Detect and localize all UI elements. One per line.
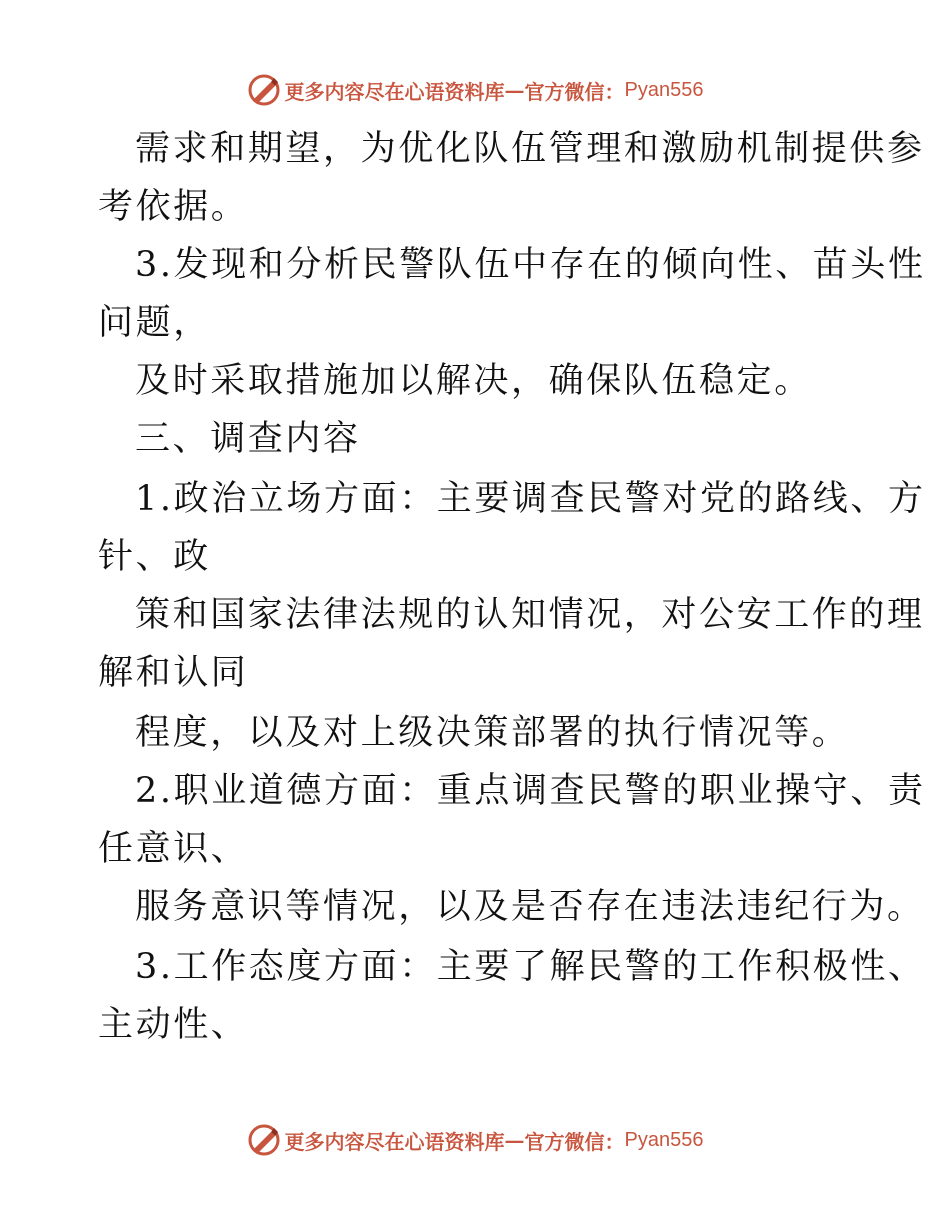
text-line: 问题， xyxy=(98,303,211,343)
pen-logo-icon xyxy=(247,1123,281,1157)
text-line: 及时采取措施加以解决，确保队伍稳定。 xyxy=(135,361,812,401)
text-line: 主动性、 xyxy=(98,1005,249,1045)
banner-official-label: 官方微信： xyxy=(524,1129,625,1154)
banner-official-label: 官方微信： xyxy=(524,79,625,104)
banner-dash: — xyxy=(504,78,525,102)
text-line: 服务意识等情况，以及是否存在违法违纪行为。 xyxy=(135,887,925,927)
text-line: 3.工作态度方面：主要了解民警的工作积极性、 xyxy=(135,947,926,987)
text-line: 策和国家法律法规的认知情况，对公安工作的理 xyxy=(135,595,925,635)
banner-account: Pyan556 xyxy=(624,1128,704,1151)
banner-account: Pyan556 xyxy=(624,78,704,101)
header-banner xyxy=(0,70,950,110)
text-line: 解和认同 xyxy=(98,653,249,693)
pen-logo-icon xyxy=(247,73,281,107)
text-line: 1.政治立场方面：主要调查民警对党的路线、方 xyxy=(135,479,926,519)
banner-dash: — xyxy=(504,1128,525,1152)
text-line: 2.职业道德方面：重点调查民警的职业操守、责 xyxy=(135,771,926,811)
text-line: 任意识、 xyxy=(98,829,249,869)
banner-title: 更多内容尽在心语资料库 xyxy=(284,1129,505,1154)
text-line: 程度，以及对上级决策部署的执行情况等。 xyxy=(135,713,850,753)
banner-title: 更多内容尽在心语资料库 xyxy=(284,79,505,104)
section-heading: 三、调查内容 xyxy=(135,419,361,459)
text-line: 考依据。 xyxy=(98,187,249,227)
footer-banner xyxy=(0,1120,950,1160)
text-line: 3.发现和分析民警队伍中存在的倾向性、苗头性 xyxy=(135,245,926,285)
text-line: 针、政 xyxy=(98,537,211,577)
text-line: 需求和期望，为优化队伍管理和激励机制提供参 xyxy=(135,129,925,169)
